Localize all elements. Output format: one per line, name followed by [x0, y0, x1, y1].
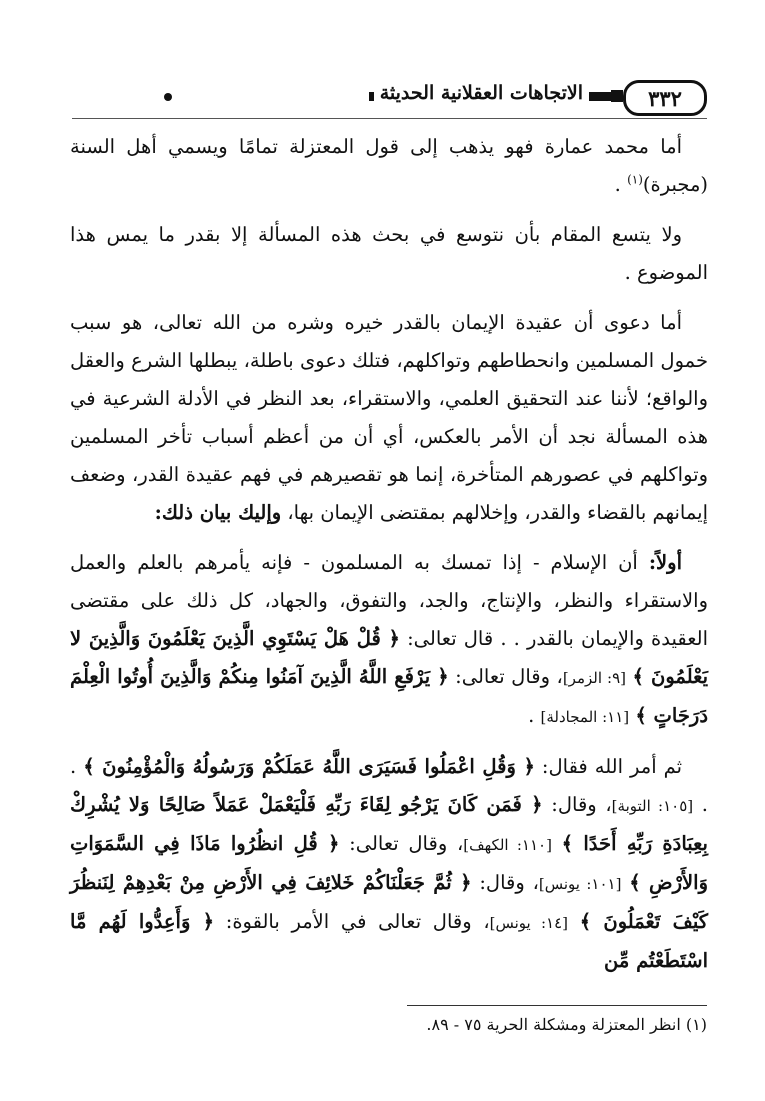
paragraph-4-mid: ، وقال تعالى: [448, 665, 563, 688]
footnote: (١) انظر المعتزلة ومشكلة الحرية ٧٥ - ٨٩. [426, 1015, 707, 1034]
paragraph-3-bold-tail: وإليك بيان ذلك: [154, 501, 282, 524]
paragraph-5-after1: . . [70, 755, 708, 816]
quran-quote: ﴿ ثُمَّ جَعَلْنَاكُمْ خَلائِفَ فِي الأَرْضِ مِنْ بَعْدِهِمْ لِنَنظُرَ كَيْفَ تَعْمَلُونَ ﴾ [70, 871, 708, 933]
paragraph-1-tail: . [614, 173, 628, 196]
paragraph-1-text: أما محمد عمارة فهو يذهب إلى قول المعتزلة تمامًا ويسمي أهل السنة (مجبرة) [70, 135, 708, 196]
paragraph-5 [70, 748, 708, 980]
header-ornament-dot [164, 93, 172, 101]
paragraph-1 [70, 128, 708, 204]
page-header [72, 80, 707, 118]
verse-reference: [١٠٥: التوبة] [611, 797, 694, 815]
paragraph-4-end: . [528, 704, 535, 727]
quran-quote: ﴿ قُلْ هَلْ يَسْتَوِي الَّذِينَ يَعْلَمُونَ وَالَّذِينَ لا يَعْلَمُونَ ﴾ [70, 627, 708, 688]
verse-reference: [١٠١: يونس] [538, 875, 622, 893]
paragraph-5-mid2: ، وقال تعالى: [339, 832, 464, 855]
quran-quote: ﴿ وَقُلِ اعْمَلُوا فَسَيَرَى اللَّهُ عَمَلَكُمْ وَرَسُولُهُ وَالْمُؤْمِنُونَ ﴾ [83, 755, 535, 778]
quran-quote: ﴿ قُلِ انظُرُوا مَاذَا فِي السَّمَوَاتِ وَالأَرْضِ ﴾ [70, 832, 709, 894]
paragraph-3-text: أما دعوى أن عقيدة الإيمان بالقدر خيره وشره من الله تعالى، هو سبب خمول المسلمين وانحطاطهم وتواكلهم، فتلك دعوى باطلة، يبطلها الشرع والعقل والواقع؛ لأننا عند التحقيق العلمي، والاستقراء، بعد النظر في الأدلة الشرعية في هذه المسألة نجد أن الأمر بالعكس، أي أن من أعظم أسباب تأخر المسلمين وتواكلهم في عصورهم المتأخرة، إنما هو تقصيرهم في فهم عقيدة القدر، وضعف إيمانهم بالقضاء والقدر، وإخلالهم بمقتضى الإيمان بها، [70, 311, 708, 524]
page-number: ٣٣٢ [623, 80, 707, 116]
paragraph-5-mid1: ، وقال: [542, 793, 612, 816]
quran-quote: ﴿ فَمَن كَانَ يَرْجُو لِقَاءَ رَبِّهِ فَلْيَعْمَلْ عَمَلاً صَالِحًا وَلا يُشْرِكْ بِعِبَادَةِ رَبِّهِ أَحَدًا ﴾ [70, 793, 708, 855]
paragraph-2 [70, 216, 708, 292]
running-title: الاتجاهات العقلانية الحديثة [374, 82, 589, 104]
verse-reference: [١١٠: الكهف] [463, 836, 552, 854]
quran-quote: ﴿ يَرْفَعِ اللَّهُ الَّذِينَ آمَنُوا مِنكُمْ وَالَّذِينَ أُوتُوا الْعِلْمَ دَرَجَاتٍ ﴾ [70, 665, 708, 727]
paragraph-5-mid4: ، وقال تعالى في الأمر بالقوة: [214, 910, 490, 933]
paragraph-5-mid3: ، وقال: [471, 871, 539, 894]
footnote-rule [407, 1005, 707, 1006]
paragraph-4-text: أن الإسلام - إذا تمسك به المسلمون - فإنه يأمرهم بالعلم والعمل والاستقراء والنظر، والإنتاج، والجد، والتفوق، والجهاد، كل ذلك على مقتضى العقيدة والإيمان بالقدر . . قال تعالى: [70, 551, 708, 650]
verse-reference: [١١: المجادلة] [540, 708, 630, 726]
header-rule [72, 118, 707, 119]
paragraph-5-text: ثم أمر الله فقال: [534, 755, 682, 778]
footnote-mark: (١) [627, 172, 643, 187]
paragraph-4 [70, 544, 708, 736]
verse-reference: [١٤: يونس] [489, 914, 569, 932]
verse-reference: [٩: الزمر] [562, 669, 627, 687]
paragraph-4-lead: أولاً: [648, 551, 682, 574]
paragraph-3 [70, 304, 708, 532]
paragraph-2-text: ولا يتسع المقام بأن نتوسع في بحث هذه المسألة إلا بقدر ما يمس هذا الموضوع . [70, 223, 708, 284]
quran-quote: ﴿ وَأَعِدُّوا لَهُم مَّا اسْتَطَعْتُم مِّن [70, 910, 708, 972]
page-body [70, 128, 708, 992]
